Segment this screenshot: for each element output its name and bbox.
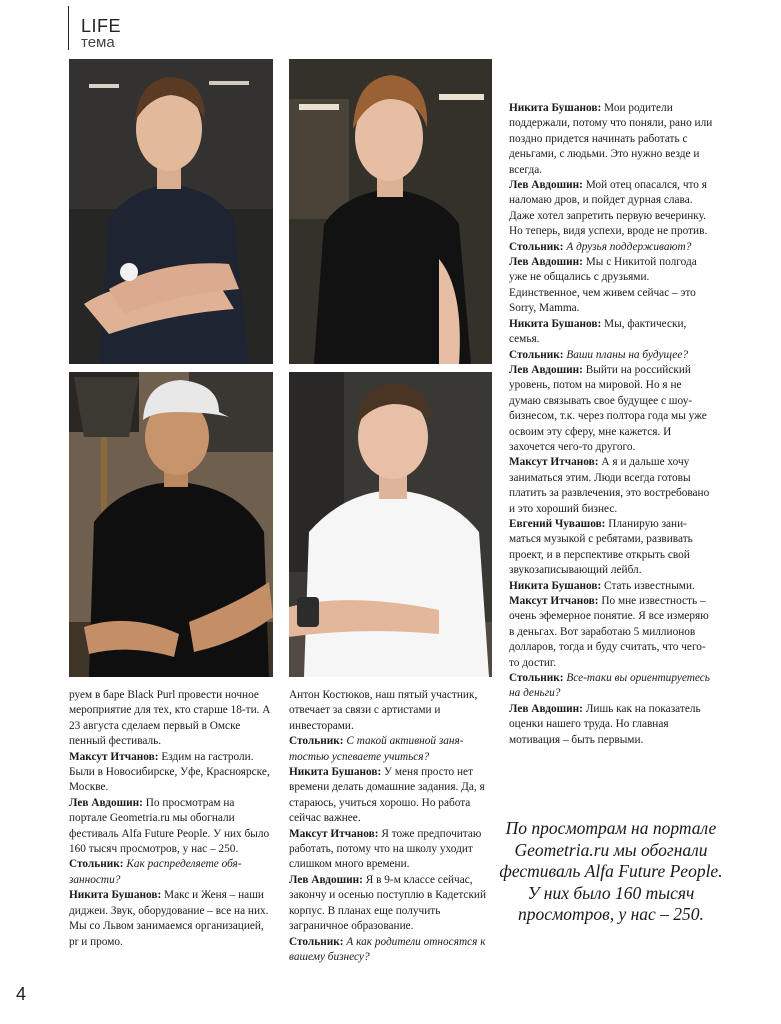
speaker-name: Стольник: [289, 735, 344, 748]
speaker-name: Никита Бушанов: [509, 579, 602, 592]
answer-text: Мы, фактически, семья. [509, 317, 687, 346]
interviewer-question: С такой активной занятостью успеваете учиться? [289, 735, 464, 763]
answer-text: По просмотрам на портале Geometria.ru мы обогнали фестиваль Alfa Future People. У них было 160 тысяч просмотров, у нас – 250. [69, 796, 270, 856]
answer-text: Мои родители поддержали, потому что поняли, рано или поздно придется начинать работать с деньгами, с людьми. Это нужно везде и всегда. [509, 102, 713, 176]
interviewer-question: А друзья поддерживают? [563, 240, 692, 253]
interview-paragraph [69, 796, 274, 858]
section-subtitle: тема [81, 34, 115, 51]
speaker-name: Стольник: [289, 935, 344, 948]
speaker-name: Максут Итчанов: [69, 750, 159, 763]
interview-paragraph [509, 455, 714, 517]
answer-text: Ездим на гастроли. Были в Новосибирске, Уфе, Красноярске, Москве. [69, 750, 270, 794]
answer-text: Я в 9-м классе сейчас, закончу и осенью поступлю в Кадетский корпус. В планах еще получить заграничное образование. [289, 873, 487, 933]
speaker-name: Максут Итчанов: [509, 456, 599, 469]
interview-paragraph [509, 671, 714, 702]
interview-paragraph [509, 702, 714, 748]
page-number: 4 [16, 984, 27, 1004]
speaker-name: Стольник: [509, 672, 564, 685]
answer-text: Я тоже предпочитаю работать, потому что на школу уходит слишком много времени. [289, 827, 482, 871]
interview-paragraph [289, 827, 494, 873]
interviewer-question: Как распределяете обязанности? [69, 858, 242, 886]
interview-paragraph [69, 688, 274, 750]
speaker-name: Лев Авдошин: [69, 796, 143, 809]
interview-paragraph [289, 873, 494, 935]
speaker-name: Лев Авдошин: [509, 179, 583, 192]
answer-text: Планирую заниматься музыкой с ребятами, развивать проект, и в перспективе открыть свой звукозаписывающий лейбл. [509, 517, 693, 577]
answer-text: По мне известность – очень эфемерное понятие. Я все измеряю в деньгах. Вот заработаю 5 миллионов долларов, тогда и буду считать, что чего-то достиг. [509, 595, 709, 669]
speaker-name: Никита Бушанов: [69, 889, 162, 902]
column-right [509, 101, 714, 748]
photo-evgeny-chuvashov [289, 372, 492, 677]
pull-quote: По просмотрам на портале Geometria.ru мы обогнали фестиваль Alfa Future People. У них было 160 тысяч просмотров, у нас – 250. [499, 818, 723, 924]
answer-text: Макс и Женя – наши диджеи. Звук, оборудование – все на них. Мы со Львом занимаемся организацией, pr и промо. [69, 889, 269, 948]
answer-text: А я и дальше хочу заниматься этим. Люди всегда готовы платить за развлечения, это востребовано и это хороший бизнес. [509, 456, 710, 515]
interview-paragraph [289, 935, 494, 966]
interview-paragraph [509, 240, 714, 255]
interview-paragraph [509, 363, 714, 455]
column-left [69, 688, 274, 950]
speaker-name: Максут Итчанов: [289, 827, 379, 840]
speaker-name: Лев Авдошин: [509, 702, 583, 715]
speaker-name: Стольник: [69, 858, 124, 871]
interview-paragraph [509, 178, 714, 240]
interview-paragraph [289, 688, 494, 734]
answer-text: руем в баре Black Purl провести ночное мероприятие для тех, кто старше 18-ти. А 23 августа сделаем первый в Омске пенный фестиваль. [69, 689, 271, 748]
interview-paragraph [69, 750, 274, 796]
column-middle [289, 688, 494, 965]
speaker-name: Стольник: [509, 240, 564, 253]
interviewer-question: Ваши планы на будущее? [563, 348, 688, 361]
answer-text: У меня просто нет времени делать домашние задания. Да, я стараюсь, учиться хорошо. Но работа сейчас важнее. [289, 766, 485, 825]
speaker-name: Стольник: [509, 348, 564, 361]
interview-paragraph [509, 101, 714, 178]
header-rule [68, 6, 69, 50]
interview-paragraph [509, 348, 714, 363]
speaker-name: Лев Авдошин: [509, 363, 583, 376]
speaker-name: Никита Бушанов: [289, 766, 382, 779]
interviewer-question: Все-таки вы ориентируетесь на деньги? [509, 672, 710, 700]
answer-text: Мой отец опасался, что я наломаю дров, и пойдет дурная слава. Даже хотел запретить первую вечеринку. Но теперь, видя успехи, вроде не против. [509, 179, 708, 238]
answer-text: Выйти на российский уровень, потом на мировой. Но я не думаю связывать свое будущее с шоу-бизнесом, т.к. через полтора года мы уже освоим эту сферу, мне кажется. И захочется чего-то другого. [509, 363, 707, 453]
speaker-name: Лев Авдошин: [509, 256, 583, 269]
interview-paragraph [509, 579, 714, 594]
answer-text: Стать известными. [601, 579, 695, 592]
interview-paragraph [509, 317, 714, 348]
interview-paragraph [289, 765, 494, 827]
interview-paragraph [509, 255, 714, 317]
interview-paragraph [69, 888, 274, 950]
speaker-name: Никита Бушанов: [509, 317, 602, 330]
speaker-name: Максут Итчанов: [509, 595, 599, 607]
answer-text: Мы с Никитой полгода уже не общались с друзьями. Единственное, чем живем сейчас – это Sorry, Mamma. [509, 256, 697, 315]
interview-paragraph [69, 857, 274, 888]
interview-paragraph [509, 594, 714, 671]
photo-maksut-itchanov [69, 372, 273, 677]
answer-text: Лишь как на показатель оценки нашего труда. Но главная мотивация – быть первыми. [509, 702, 701, 746]
interview-paragraph [289, 734, 494, 765]
interviewer-question: А как родители относятся к вашему бизнесу? [289, 935, 486, 963]
speaker-name: Лев Авдошин: [289, 873, 363, 886]
photo-nikita-bushanov [69, 59, 273, 364]
photo-lev-avdoshin [289, 59, 492, 364]
speaker-name: Никита Бушанов: [509, 102, 602, 114]
section-title: LIFE [81, 16, 122, 36]
answer-text: Антон Костюков, наш пятый участник, отвечает за связи с артистами и инвесторами. [289, 689, 478, 732]
interview-paragraph [509, 517, 714, 579]
speaker-name: Евгений Чувашов: [509, 517, 606, 530]
